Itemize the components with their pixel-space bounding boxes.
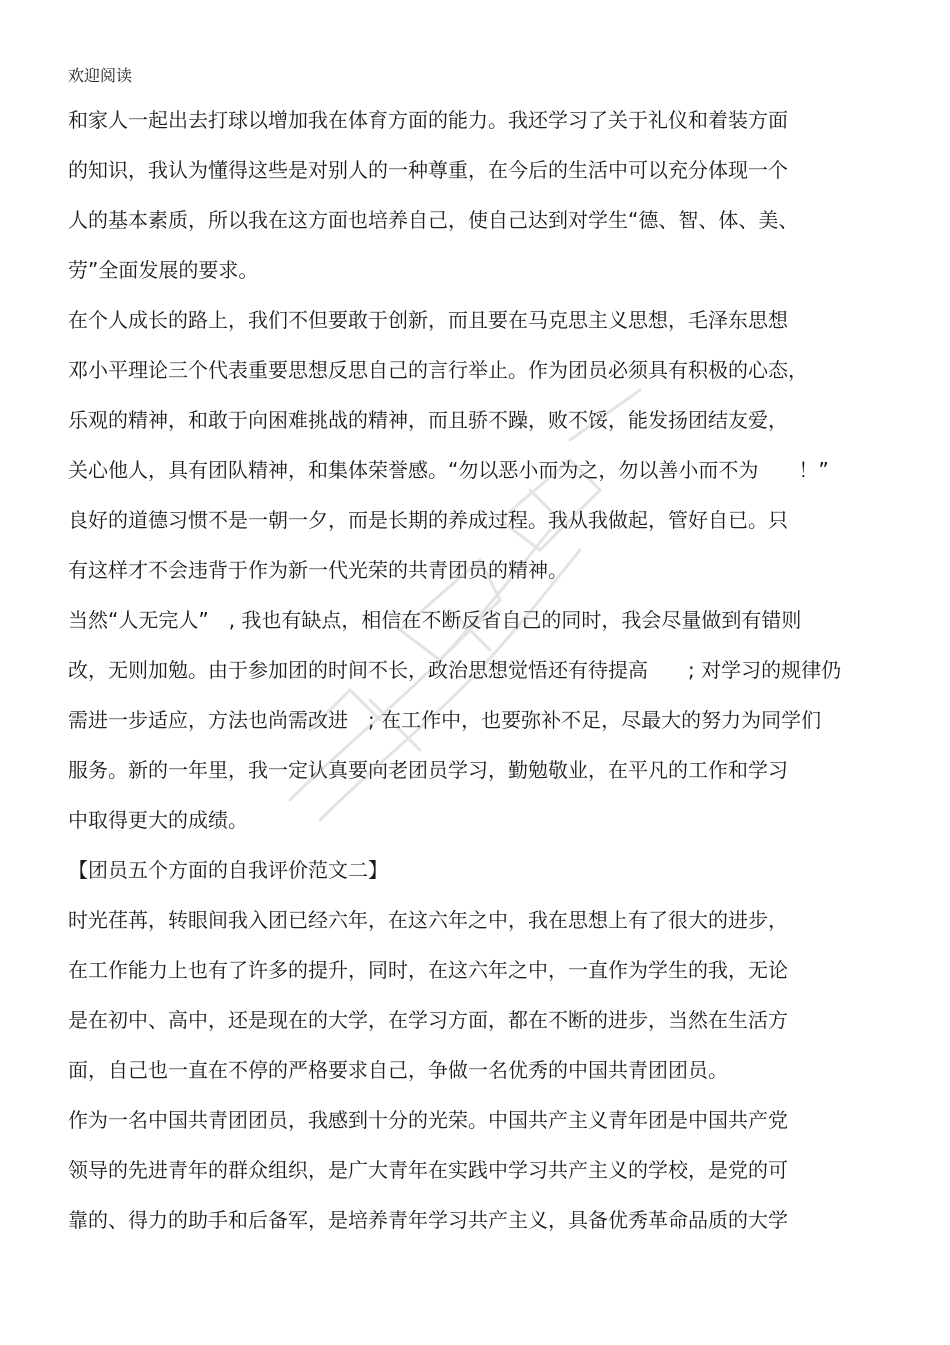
body-line: 有这样才不会违背于作为新一代光荣的共青团员的精神。 — [68, 558, 568, 582]
body-line: 面，自己也一直在不停的严格要求自己，争做一名优秀的中国共青团团员。 — [68, 1058, 728, 1082]
body-line: 领导的先进青年的群众组织，是广大青年在实践中学习共产主义的学校，是党的可 — [68, 1158, 788, 1182]
body-line: 在工作能力上也有了许多的提升，同时，在这六年之中，一直作为学生的我，无论 — [68, 958, 788, 982]
body-line: 当然“人无完人” , 我也有缺点，相信在不断反省自己的同时，我会尽量做到有错则 — [68, 608, 802, 632]
body-line: 劳”全面发展的要求。 — [68, 258, 259, 282]
section-heading: 【团员五个方面的自我评价范文二】 — [68, 858, 388, 882]
body-line: 需进一步适应，方法也尚需改进 ; 在工作中，也要弥补不足，尽最大的努力为同学们 — [68, 708, 822, 732]
body-line: 时光荏苒，转眼间我入团已经六年，在这六年之中，我在思想上有了很大的进步， — [68, 908, 788, 932]
body-line: 作为一名中国共青团团员，我感到十分的光荣。中国共产主义青年团是中国共产党 — [68, 1108, 788, 1132]
page-header: 欢迎阅读 — [68, 66, 133, 85]
body-line: 和家人一起出去打球以增加我在体育方面的能力。我还学习了关于礼仪和着装方面 — [68, 108, 788, 132]
body-line: 关心他人，具有团队精神，和集体荣誉感。“勿以恶小而为之，勿以善小而不为 ！” — [68, 458, 829, 482]
body-line: 乐观的精神，和敢于向困难挑战的精神，而且骄不躁，败不馁，能发扬团结友爱， — [68, 408, 788, 432]
body-line: 良好的道德习惯不是一朝一夕，而是长期的养成过程。我从我做起，管好自已。只 — [68, 508, 788, 532]
body-line: 邓小平理论三个代表重要思想反思自己的言行举止。作为团员必须具有积极的心态， — [68, 358, 808, 382]
body-line: 服务。新的一年里，我一定认真要向老团员学习，勤勉敬业，在平凡的工作和学习 — [68, 758, 788, 782]
body-line: 的知识，我认为懂得这些是对别人的一种尊重，在今后的生活中可以充分体现一个 — [68, 158, 788, 182]
body-line: 靠的、得力的助手和后备军，是培养青年学习共产主义，具备优秀革命品质的大学 — [68, 1208, 788, 1232]
body-line: 在个人成长的路上，我们不但要敢于创新，而且要在马克思主义思想，毛泽东思想 — [68, 308, 788, 332]
body-line: 中取得更大的成绩。 — [68, 808, 248, 832]
body-line: 是在初中、高中，还是现在的大学，在学习方面，都在不断的进步，当然在生活方 — [68, 1008, 788, 1032]
body-line: 人的基本素质，所以我在这方面也培养自己，使自己达到对学生“德、智、体、美、 — [68, 208, 799, 232]
body-line: 改，无则加勉。由于参加团的时间不长，政治思想觉悟还有待提高 ; 对学习的规律仍 — [68, 658, 842, 682]
